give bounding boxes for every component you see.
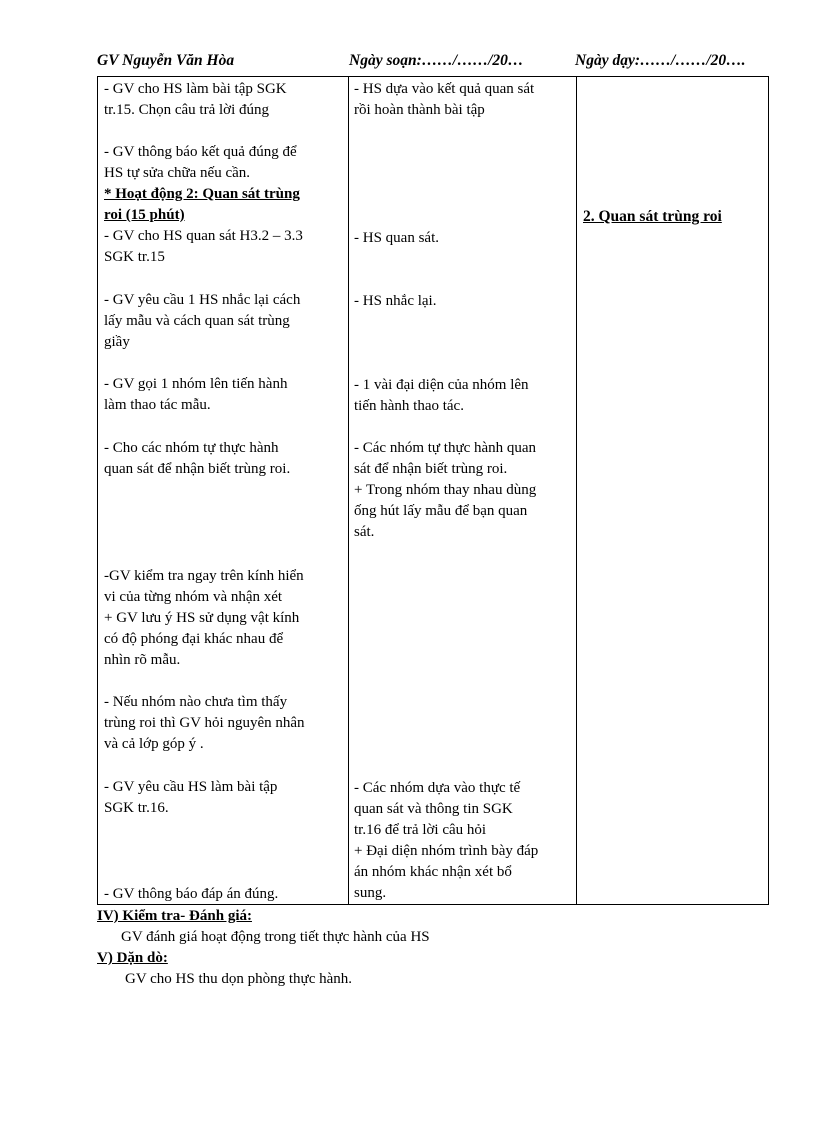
content-heading: 2. Quan sát trùng roi — [583, 208, 722, 225]
teacher-activity: - GV cho HS quan sát H3.2 – 3.3 SGK tr.15 — [104, 228, 303, 265]
section-assessment-title: IV) Kiểm tra- Đánh giá: — [97, 908, 252, 924]
student-activity: - HS nhắc lại. — [354, 293, 437, 309]
section-assessment-text: GV đánh giá hoạt động trong tiết thực hành của HS — [121, 929, 430, 945]
teacher-activity: - GV cho HS làm bài tập SGK tr.15. Chọn câu trả lời đúng — [104, 81, 287, 118]
teacher-activity: - GV thông báo đáp án đúng. — [104, 886, 279, 902]
activity-heading: * Hoạt động 2: Quan sát trùng roi (15 phút) — [104, 186, 300, 223]
teach-date: Ngày dạy:……/……/20…. — [575, 52, 746, 69]
teacher-activity: - Cho các nhóm tự thực hành quan sát để nhận biết trùng roi. — [104, 440, 291, 477]
student-activity: - HS quan sát. — [354, 230, 439, 246]
lesson-table — [97, 76, 769, 905]
teacher-activity: - GV yêu cầu HS làm bài tập SGK tr.16. — [104, 779, 278, 816]
student-activity: - HS dựa vào kết quả quan sát rồi hoàn thành bài tập — [354, 81, 535, 118]
student-activity: - Các nhóm dựa vào thực tế quan sát và thông tin SGK tr.16 để trả lời câu hỏi + Đại diện nhóm trình bày đáp án nhóm khác nhận xét bổ sung. — [354, 780, 539, 901]
prep-date: Ngày soạn:……/……/20… — [349, 52, 524, 69]
student-activity: - Các nhóm tự thực hành quan sát để nhận biết trùng roi. + Trong nhóm thay nhau dùng ống hút lấy mẫu để bạn quan sát. — [354, 440, 537, 540]
section-homework-text: GV cho HS thu dọn phòng thực hành. — [125, 971, 353, 987]
teacher-activity: - GV thông báo kết quả đúng để HS tự sửa chữa nếu cần. — [104, 144, 297, 181]
teacher-activity: -GV kiểm tra ngay trên kính hiển vi của từng nhóm và nhận xét + GV lưu ý HS sử dụng vật kính có độ phóng đại khác nhau để nhìn rõ mẫu. — [104, 568, 304, 668]
teacher-name: GV Nguyễn Văn Hòa — [97, 52, 235, 69]
section-homework-title: V) Dặn dò: — [97, 950, 168, 966]
page-header — [97, 52, 769, 76]
teacher-activity: - GV gọi 1 nhóm lên tiến hành làm thao tác mẫu. — [104, 376, 288, 413]
column-divider — [348, 77, 349, 904]
teacher-activity: - GV yêu cầu 1 HS nhắc lại cách lấy mẫu và cách quan sát trùng giầy — [104, 292, 301, 350]
student-activity: - 1 vài đại diện của nhóm lên tiến hành thao tác. — [354, 377, 529, 414]
teacher-activity: - Nếu nhóm nào chưa tìm thấy trùng roi thì GV hỏi nguyên nhân và cả lớp góp ý . — [104, 694, 305, 752]
column-divider — [576, 77, 577, 904]
